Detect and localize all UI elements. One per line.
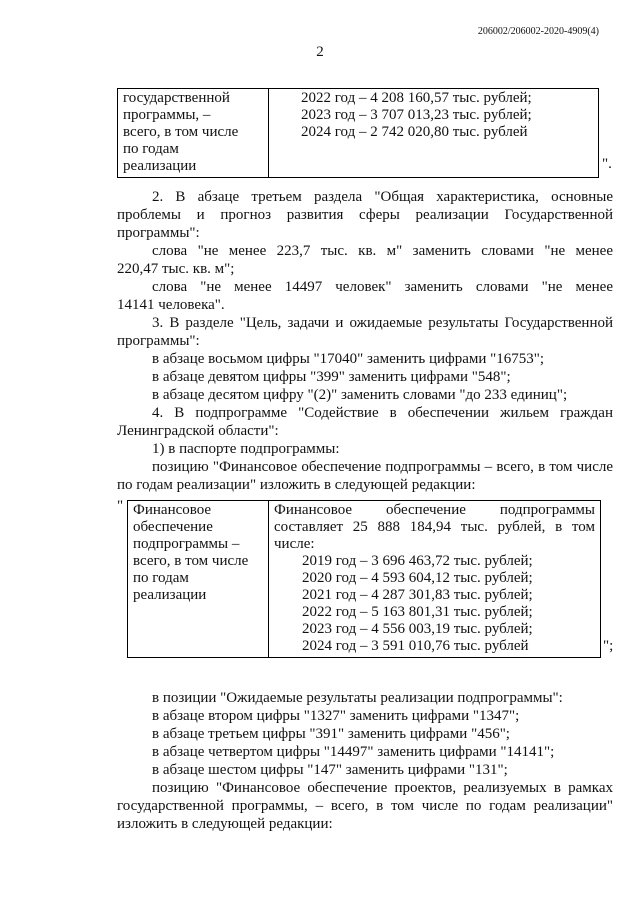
table-row bbox=[128, 501, 601, 658]
cell-line: 2023 год – 3 707 013,23 тыс. рублей; bbox=[301, 107, 532, 123]
paragraph-line: 1) в паспорте подпрограммы: bbox=[152, 441, 340, 457]
paragraph-line: в абзаце втором цифры "1327" заменить цифрами "1347"; bbox=[152, 708, 520, 724]
cell-line: всего, в том числе bbox=[133, 553, 249, 569]
paragraph-line: в абзаце четвертом цифры "14497" заменить цифрами "14141"; bbox=[152, 744, 555, 760]
cell-line: 2022 год – 4 208 160,57 тыс. рублей; bbox=[301, 90, 532, 106]
cell-line: 2022 год – 5 163 801,31 тыс. рублей; bbox=[302, 604, 533, 620]
paragraph-line: 220,47 тыс. кв. м"; bbox=[117, 261, 235, 277]
cell-line: 2023 год – 4 556 003,19 тыс. рублей; bbox=[302, 621, 533, 637]
table-cell-values bbox=[269, 501, 601, 658]
table-subprogram-funding bbox=[127, 500, 601, 658]
paragraph-line: в позиции "Ожидаемые результаты реализации подпрограммы": bbox=[152, 690, 563, 706]
paragraph-line: в абзаце девятом цифры "399" заменить цифрами "548"; bbox=[152, 369, 511, 385]
paragraph-line: программы": bbox=[117, 225, 200, 241]
paragraph-line: слова "не менее 223,7 тыс. кв. м" заменить словами "не менее bbox=[152, 243, 613, 259]
cell-line: обеспечение bbox=[133, 519, 213, 535]
cell-line: программы, – bbox=[123, 107, 211, 123]
cell-line: Финансовое bbox=[133, 502, 212, 518]
cell-line: государственной bbox=[123, 90, 230, 106]
paragraph-line: 4. В подпрограмме "Содействие в обеспечении жильем граждан bbox=[152, 405, 613, 421]
cell-line: 2019 год – 3 696 463,72 тыс. рублей; bbox=[302, 553, 533, 569]
paragraph-line: по годам реализации" изложить в следующей редакции: bbox=[117, 477, 476, 493]
paragraph-line: изложить в следующей редакции: bbox=[117, 816, 333, 832]
cell-line: 2021 год – 4 287 301,83 тыс. рублей; bbox=[302, 587, 533, 603]
paragraph-line: государственной программы, – всего, в том числе по годам реализации" bbox=[117, 798, 613, 814]
cell-line: 2024 год – 2 742 020,80 тыс. рублей bbox=[301, 124, 528, 140]
table-cell-label bbox=[118, 89, 269, 178]
cell-line: числе: bbox=[274, 536, 315, 552]
paragraph-line: 14141 человека". bbox=[117, 297, 225, 313]
paragraph-line: 2. В абзаце третьем раздела "Общая характеристика, основные bbox=[152, 189, 613, 205]
closing-quote-mark: ". bbox=[602, 156, 612, 172]
paragraph-line: Ленинградской области": bbox=[117, 423, 279, 439]
cell-line: 2024 год – 3 591 010,76 тыс. рублей bbox=[302, 638, 529, 654]
amendment-text-block-2 bbox=[117, 690, 613, 834]
cell-line: Финансовое обеспечение подпрограммы bbox=[274, 502, 595, 518]
paragraph-line: в абзаце третьем цифры "391" заменить цифрами "456"; bbox=[152, 726, 510, 742]
page-number: 2 bbox=[316, 44, 324, 60]
table-state-program-funding bbox=[117, 88, 599, 178]
paragraph-line: 3. В разделе "Цель, задачи и ожидаемые результаты Государственной bbox=[152, 315, 613, 331]
paragraph-line: программы": bbox=[117, 333, 200, 349]
table-row bbox=[118, 89, 599, 178]
cell-line: по годам bbox=[133, 570, 189, 586]
cell-line: всего, в том числе bbox=[123, 124, 239, 140]
opening-quote-mark: " bbox=[117, 498, 124, 514]
paragraph-line: позицию "Финансовое обеспечение проектов, реализуемых в рамках bbox=[152, 780, 613, 796]
paragraph-line: слова "не менее 14497 человек" заменить словами "не менее bbox=[152, 279, 613, 295]
closing-quote-mark: "; bbox=[603, 638, 614, 654]
paragraph-line: в абзаце десятом цифру "(2)" заменить словами "до 233 единиц"; bbox=[152, 387, 568, 403]
cell-line: по годам bbox=[123, 141, 179, 157]
paragraph-line: позицию "Финансовое обеспечение подпрограммы – всего, в том числе bbox=[152, 459, 613, 475]
cell-line: подпрограммы – bbox=[133, 536, 240, 552]
paragraph-line: в абзаце восьмом цифры "17040" заменить цифрами "16753"; bbox=[152, 351, 545, 367]
paragraph-line: в абзаце шестом цифры "147" заменить цифрами "131"; bbox=[152, 762, 508, 778]
cell-line: реализации bbox=[123, 158, 197, 174]
amendment-text-block-1 bbox=[117, 189, 613, 495]
cell-line: реализации bbox=[133, 587, 207, 603]
table-cell-label bbox=[128, 501, 269, 658]
table-cell-values bbox=[269, 89, 599, 178]
cell-line: составляет 25 888 184,94 тыс. рублей, в том bbox=[274, 519, 595, 535]
paragraph-line: проблемы и прогноз развития сферы реализации Государственной bbox=[117, 207, 613, 223]
document-id: 206002/206002-2020-4909(4) bbox=[477, 26, 599, 37]
cell-line: 2020 год – 4 593 604,12 тыс. рублей; bbox=[302, 570, 533, 586]
